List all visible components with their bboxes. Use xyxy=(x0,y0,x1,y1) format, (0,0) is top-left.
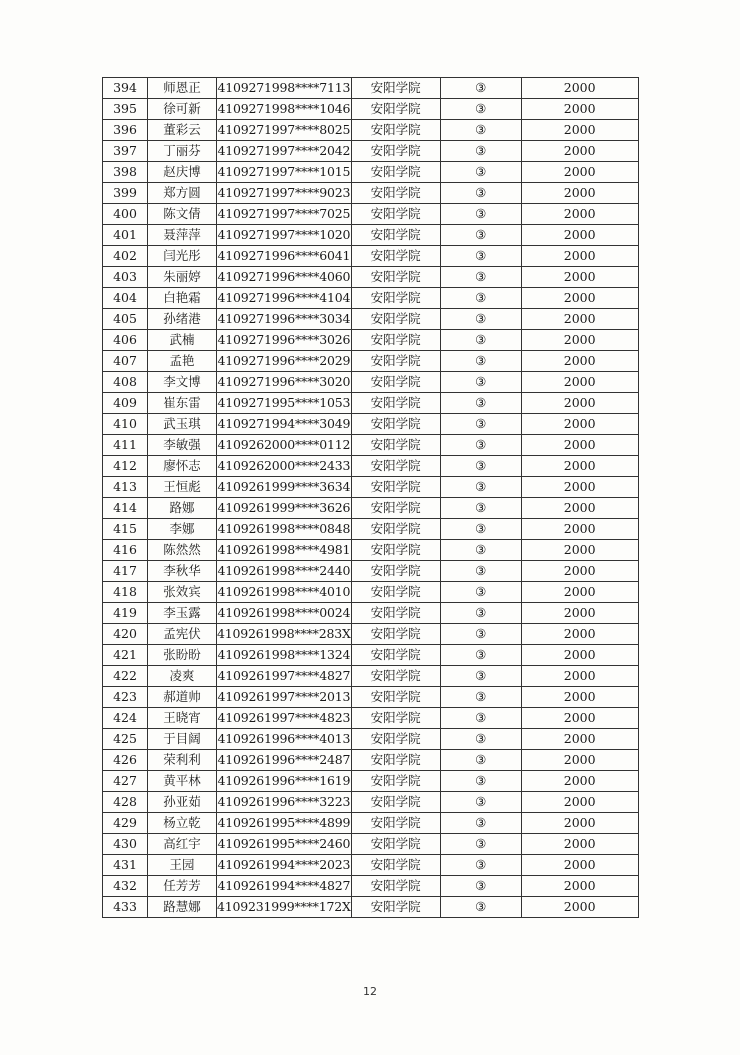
category-mark-cell: ③ xyxy=(440,225,521,246)
row-number-cell: 432 xyxy=(103,876,148,897)
amount-cell: 2000 xyxy=(521,78,638,99)
amount-cell: 2000 xyxy=(521,99,638,120)
amount-cell: 2000 xyxy=(521,750,638,771)
student-name-cell: 郑方圆 xyxy=(148,183,217,204)
amount-cell: 2000 xyxy=(521,456,638,477)
id-number-cell: 4109261998****283X xyxy=(217,624,352,645)
table-row xyxy=(103,855,639,876)
id-number-cell: 4109271996****3034 xyxy=(217,309,352,330)
student-name-cell: 朱丽婷 xyxy=(148,267,217,288)
school-name-cell: 安阳学院 xyxy=(351,519,440,540)
id-number-cell: 4109271997****1020 xyxy=(217,225,352,246)
school-name-cell: 安阳学院 xyxy=(351,225,440,246)
amount-cell: 2000 xyxy=(521,204,638,225)
table-row xyxy=(103,813,639,834)
school-name-cell: 安阳学院 xyxy=(351,141,440,162)
school-name-cell: 安阳学院 xyxy=(351,708,440,729)
table-row xyxy=(103,666,639,687)
category-mark-cell: ③ xyxy=(440,876,521,897)
school-name-cell: 安阳学院 xyxy=(351,372,440,393)
id-number-cell: 4109271997****8025 xyxy=(217,120,352,141)
table-row xyxy=(103,687,639,708)
amount-cell: 2000 xyxy=(521,225,638,246)
student-name-cell: 于目阔 xyxy=(148,729,217,750)
student-name-cell: 董彩云 xyxy=(148,120,217,141)
school-name-cell: 安阳学院 xyxy=(351,267,440,288)
category-mark-cell: ③ xyxy=(440,750,521,771)
row-number-cell: 394 xyxy=(103,78,148,99)
row-number-cell: 407 xyxy=(103,351,148,372)
category-mark-cell: ③ xyxy=(440,771,521,792)
row-number-cell: 427 xyxy=(103,771,148,792)
table-row xyxy=(103,456,639,477)
id-number-cell: 4109261999****3634 xyxy=(217,477,352,498)
amount-cell: 2000 xyxy=(521,393,638,414)
table-row xyxy=(103,120,639,141)
category-mark-cell: ③ xyxy=(440,330,521,351)
row-number-cell: 419 xyxy=(103,603,148,624)
category-mark-cell: ③ xyxy=(440,183,521,204)
id-number-cell: 4109271996****3020 xyxy=(217,372,352,393)
id-number-cell: 4109262000****0112 xyxy=(217,435,352,456)
amount-cell: 2000 xyxy=(521,729,638,750)
amount-cell: 2000 xyxy=(521,645,638,666)
row-number-cell: 398 xyxy=(103,162,148,183)
category-mark-cell: ③ xyxy=(440,246,521,267)
school-name-cell: 安阳学院 xyxy=(351,897,440,918)
school-name-cell: 安阳学院 xyxy=(351,162,440,183)
category-mark-cell: ③ xyxy=(440,603,521,624)
category-mark-cell: ③ xyxy=(440,792,521,813)
amount-cell: 2000 xyxy=(521,540,638,561)
row-number-cell: 399 xyxy=(103,183,148,204)
school-name-cell: 安阳学院 xyxy=(351,855,440,876)
student-name-cell: 王晓宵 xyxy=(148,708,217,729)
table-row xyxy=(103,477,639,498)
row-number-cell: 423 xyxy=(103,687,148,708)
student-name-cell: 路慧娜 xyxy=(148,897,217,918)
table-row xyxy=(103,498,639,519)
category-mark-cell: ③ xyxy=(440,477,521,498)
school-name-cell: 安阳学院 xyxy=(351,624,440,645)
table-row xyxy=(103,561,639,582)
school-name-cell: 安阳学院 xyxy=(351,246,440,267)
row-number-cell: 417 xyxy=(103,561,148,582)
table-row xyxy=(103,582,639,603)
table-row xyxy=(103,393,639,414)
amount-cell: 2000 xyxy=(521,687,638,708)
school-name-cell: 安阳学院 xyxy=(351,876,440,897)
id-number-cell: 4109271996****4060 xyxy=(217,267,352,288)
id-number-cell: 4109261998****4010 xyxy=(217,582,352,603)
table-row xyxy=(103,897,639,918)
category-mark-cell: ③ xyxy=(440,162,521,183)
id-number-cell: 4109261995****4899 xyxy=(217,813,352,834)
table-row xyxy=(103,645,639,666)
category-mark-cell: ③ xyxy=(440,855,521,876)
table-row xyxy=(103,750,639,771)
student-name-cell: 王恒彪 xyxy=(148,477,217,498)
school-name-cell: 安阳学院 xyxy=(351,750,440,771)
row-number-cell: 395 xyxy=(103,99,148,120)
row-number-cell: 416 xyxy=(103,540,148,561)
category-mark-cell: ③ xyxy=(440,393,521,414)
amount-cell: 2000 xyxy=(521,561,638,582)
row-number-cell: 405 xyxy=(103,309,148,330)
table-row xyxy=(103,414,639,435)
school-name-cell: 安阳学院 xyxy=(351,603,440,624)
row-number-cell: 415 xyxy=(103,519,148,540)
id-number-cell: 4109261997****4827 xyxy=(217,666,352,687)
amount-cell: 2000 xyxy=(521,435,638,456)
category-mark-cell: ③ xyxy=(440,435,521,456)
row-number-cell: 403 xyxy=(103,267,148,288)
row-number-cell: 401 xyxy=(103,225,148,246)
category-mark-cell: ③ xyxy=(440,204,521,225)
table-row xyxy=(103,330,639,351)
row-number-cell: 411 xyxy=(103,435,148,456)
amount-cell: 2000 xyxy=(521,834,638,855)
amount-cell: 2000 xyxy=(521,414,638,435)
amount-cell: 2000 xyxy=(521,246,638,267)
school-name-cell: 安阳学院 xyxy=(351,582,440,603)
row-number-cell: 433 xyxy=(103,897,148,918)
id-number-cell: 4109261996****4013 xyxy=(217,729,352,750)
row-number-cell: 425 xyxy=(103,729,148,750)
amount-cell: 2000 xyxy=(521,162,638,183)
table-row xyxy=(103,372,639,393)
school-name-cell: 安阳学院 xyxy=(351,330,440,351)
amount-cell: 2000 xyxy=(521,876,638,897)
table-row xyxy=(103,519,639,540)
table-row xyxy=(103,771,639,792)
student-name-cell: 李敏强 xyxy=(148,435,217,456)
amount-cell: 2000 xyxy=(521,666,638,687)
amount-cell: 2000 xyxy=(521,897,638,918)
table-row xyxy=(103,78,639,99)
school-name-cell: 安阳学院 xyxy=(351,561,440,582)
student-name-cell: 张盼盼 xyxy=(148,645,217,666)
school-name-cell: 安阳学院 xyxy=(351,498,440,519)
row-number-cell: 418 xyxy=(103,582,148,603)
table-row xyxy=(103,99,639,120)
student-name-cell: 武楠 xyxy=(148,330,217,351)
student-name-cell: 孙亚茹 xyxy=(148,792,217,813)
school-name-cell: 安阳学院 xyxy=(351,771,440,792)
table-row xyxy=(103,792,639,813)
category-mark-cell: ③ xyxy=(440,309,521,330)
row-number-cell: 414 xyxy=(103,498,148,519)
table-row xyxy=(103,288,639,309)
amount-cell: 2000 xyxy=(521,603,638,624)
table-row xyxy=(103,351,639,372)
table-row xyxy=(103,267,639,288)
table-row xyxy=(103,162,639,183)
table-row xyxy=(103,708,639,729)
school-name-cell: 安阳学院 xyxy=(351,99,440,120)
student-name-cell: 孟宪伏 xyxy=(148,624,217,645)
category-mark-cell: ③ xyxy=(440,267,521,288)
student-name-cell: 荣利利 xyxy=(148,750,217,771)
amount-cell: 2000 xyxy=(521,519,638,540)
table-row xyxy=(103,309,639,330)
amount-cell: 2000 xyxy=(521,141,638,162)
row-number-cell: 400 xyxy=(103,204,148,225)
id-number-cell: 4109271996****4104 xyxy=(217,288,352,309)
row-number-cell: 421 xyxy=(103,645,148,666)
student-name-cell: 丁丽芬 xyxy=(148,141,217,162)
student-name-cell: 路娜 xyxy=(148,498,217,519)
amount-cell: 2000 xyxy=(521,582,638,603)
id-number-cell: 4109261998****0848 xyxy=(217,519,352,540)
id-number-cell: 4109271996****3026 xyxy=(217,330,352,351)
student-name-cell: 李秋华 xyxy=(148,561,217,582)
school-name-cell: 安阳学院 xyxy=(351,351,440,372)
id-number-cell: 4109271997****2042 xyxy=(217,141,352,162)
amount-cell: 2000 xyxy=(521,120,638,141)
category-mark-cell: ③ xyxy=(440,561,521,582)
row-number-cell: 397 xyxy=(103,141,148,162)
school-name-cell: 安阳学院 xyxy=(351,792,440,813)
student-name-cell: 李文博 xyxy=(148,372,217,393)
school-name-cell: 安阳学院 xyxy=(351,204,440,225)
student-name-cell: 赵庆博 xyxy=(148,162,217,183)
student-name-cell: 闫光彤 xyxy=(148,246,217,267)
row-number-cell: 409 xyxy=(103,393,148,414)
school-name-cell: 安阳学院 xyxy=(351,393,440,414)
school-name-cell: 安阳学院 xyxy=(351,729,440,750)
student-name-cell: 白艳霜 xyxy=(148,288,217,309)
row-number-cell: 431 xyxy=(103,855,148,876)
roster-table xyxy=(102,77,639,918)
category-mark-cell: ③ xyxy=(440,666,521,687)
amount-cell: 2000 xyxy=(521,351,638,372)
amount-cell: 2000 xyxy=(521,624,638,645)
id-number-cell: 4109271998****1046 xyxy=(217,99,352,120)
id-number-cell: 4109261998****1324 xyxy=(217,645,352,666)
student-name-cell: 崔东雷 xyxy=(148,393,217,414)
table-row xyxy=(103,183,639,204)
id-number-cell: 4109261997****2013 xyxy=(217,687,352,708)
row-number-cell: 412 xyxy=(103,456,148,477)
category-mark-cell: ③ xyxy=(440,99,521,120)
table-row xyxy=(103,141,639,162)
roster-body xyxy=(103,78,639,918)
id-number-cell: 4109261995****2460 xyxy=(217,834,352,855)
id-number-cell: 4109261998****2440 xyxy=(217,561,352,582)
id-number-cell: 4109271996****6041 xyxy=(217,246,352,267)
student-name-cell: 高红宇 xyxy=(148,834,217,855)
amount-cell: 2000 xyxy=(521,708,638,729)
category-mark-cell: ③ xyxy=(440,687,521,708)
id-number-cell: 4109261998****4981 xyxy=(217,540,352,561)
amount-cell: 2000 xyxy=(521,372,638,393)
category-mark-cell: ③ xyxy=(440,708,521,729)
amount-cell: 2000 xyxy=(521,183,638,204)
category-mark-cell: ③ xyxy=(440,78,521,99)
student-name-cell: 李娜 xyxy=(148,519,217,540)
category-mark-cell: ③ xyxy=(440,141,521,162)
amount-cell: 2000 xyxy=(521,309,638,330)
school-name-cell: 安阳学院 xyxy=(351,813,440,834)
amount-cell: 2000 xyxy=(521,855,638,876)
table-row xyxy=(103,225,639,246)
category-mark-cell: ③ xyxy=(440,645,521,666)
student-name-cell: 任芳芳 xyxy=(148,876,217,897)
id-number-cell: 4109271997****1015 xyxy=(217,162,352,183)
school-name-cell: 安阳学院 xyxy=(351,456,440,477)
row-number-cell: 426 xyxy=(103,750,148,771)
id-number-cell: 4109262000****2433 xyxy=(217,456,352,477)
school-name-cell: 安阳学院 xyxy=(351,477,440,498)
student-name-cell: 黄平林 xyxy=(148,771,217,792)
amount-cell: 2000 xyxy=(521,288,638,309)
category-mark-cell: ③ xyxy=(440,897,521,918)
row-number-cell: 406 xyxy=(103,330,148,351)
category-mark-cell: ③ xyxy=(440,498,521,519)
student-name-cell: 聂萍萍 xyxy=(148,225,217,246)
amount-cell: 2000 xyxy=(521,771,638,792)
row-number-cell: 413 xyxy=(103,477,148,498)
id-number-cell: 4109261996****1619 xyxy=(217,771,352,792)
category-mark-cell: ③ xyxy=(440,540,521,561)
id-number-cell: 4109271995****1053 xyxy=(217,393,352,414)
school-name-cell: 安阳学院 xyxy=(351,645,440,666)
student-name-cell: 凌爽 xyxy=(148,666,217,687)
row-number-cell: 410 xyxy=(103,414,148,435)
row-number-cell: 424 xyxy=(103,708,148,729)
amount-cell: 2000 xyxy=(521,498,638,519)
student-name-cell: 孟艳 xyxy=(148,351,217,372)
student-name-cell: 师恩正 xyxy=(148,78,217,99)
table-row xyxy=(103,603,639,624)
category-mark-cell: ③ xyxy=(440,624,521,645)
amount-cell: 2000 xyxy=(521,813,638,834)
student-name-cell: 郝道帅 xyxy=(148,687,217,708)
id-number-cell: 4109231999****172X xyxy=(217,897,352,918)
row-number-cell: 420 xyxy=(103,624,148,645)
table-row xyxy=(103,246,639,267)
id-number-cell: 4109271994****3049 xyxy=(217,414,352,435)
amount-cell: 2000 xyxy=(521,267,638,288)
id-number-cell: 4109261998****0024 xyxy=(217,603,352,624)
student-name-cell: 孙绪港 xyxy=(148,309,217,330)
category-mark-cell: ③ xyxy=(440,120,521,141)
row-number-cell: 429 xyxy=(103,813,148,834)
amount-cell: 2000 xyxy=(521,477,638,498)
row-number-cell: 422 xyxy=(103,666,148,687)
student-name-cell: 徐可新 xyxy=(148,99,217,120)
school-name-cell: 安阳学院 xyxy=(351,666,440,687)
row-number-cell: 396 xyxy=(103,120,148,141)
id-number-cell: 4109261999****3626 xyxy=(217,498,352,519)
school-name-cell: 安阳学院 xyxy=(351,540,440,561)
amount-cell: 2000 xyxy=(521,330,638,351)
id-number-cell: 4109261994****2023 xyxy=(217,855,352,876)
category-mark-cell: ③ xyxy=(440,729,521,750)
school-name-cell: 安阳学院 xyxy=(351,120,440,141)
id-number-cell: 4109271996****2029 xyxy=(217,351,352,372)
row-number-cell: 404 xyxy=(103,288,148,309)
school-name-cell: 安阳学院 xyxy=(351,414,440,435)
student-name-cell: 杨立乾 xyxy=(148,813,217,834)
category-mark-cell: ③ xyxy=(440,351,521,372)
category-mark-cell: ③ xyxy=(440,288,521,309)
id-number-cell: 4109261996****2487 xyxy=(217,750,352,771)
category-mark-cell: ③ xyxy=(440,414,521,435)
student-name-cell: 武玉琪 xyxy=(148,414,217,435)
category-mark-cell: ③ xyxy=(440,456,521,477)
table-row xyxy=(103,204,639,225)
school-name-cell: 安阳学院 xyxy=(351,183,440,204)
id-number-cell: 4109261997****4823 xyxy=(217,708,352,729)
row-number-cell: 430 xyxy=(103,834,148,855)
student-name-cell: 陈文倩 xyxy=(148,204,217,225)
student-name-cell: 张效宾 xyxy=(148,582,217,603)
id-number-cell: 4109271997****7025 xyxy=(217,204,352,225)
category-mark-cell: ③ xyxy=(440,813,521,834)
student-name-cell: 陈然然 xyxy=(148,540,217,561)
school-name-cell: 安阳学院 xyxy=(351,78,440,99)
row-number-cell: 402 xyxy=(103,246,148,267)
amount-cell: 2000 xyxy=(521,792,638,813)
school-name-cell: 安阳学院 xyxy=(351,309,440,330)
id-number-cell: 4109261994****4827 xyxy=(217,876,352,897)
category-mark-cell: ③ xyxy=(440,834,521,855)
student-name-cell: 李玉露 xyxy=(148,603,217,624)
row-number-cell: 408 xyxy=(103,372,148,393)
school-name-cell: 安阳学院 xyxy=(351,834,440,855)
table-row xyxy=(103,834,639,855)
table-row xyxy=(103,729,639,750)
table-row xyxy=(103,435,639,456)
school-name-cell: 安阳学院 xyxy=(351,288,440,309)
row-number-cell: 428 xyxy=(103,792,148,813)
table-row xyxy=(103,624,639,645)
student-name-cell: 王园 xyxy=(148,855,217,876)
category-mark-cell: ③ xyxy=(440,582,521,603)
id-number-cell: 4109271998****7113 xyxy=(217,78,352,99)
student-name-cell: 廖怀志 xyxy=(148,456,217,477)
page-number: 12 xyxy=(363,985,377,998)
category-mark-cell: ③ xyxy=(440,372,521,393)
id-number-cell: 4109261996****3223 xyxy=(217,792,352,813)
category-mark-cell: ③ xyxy=(440,519,521,540)
table-row xyxy=(103,540,639,561)
id-number-cell: 4109271997****9023 xyxy=(217,183,352,204)
school-name-cell: 安阳学院 xyxy=(351,435,440,456)
table-row xyxy=(103,876,639,897)
school-name-cell: 安阳学院 xyxy=(351,687,440,708)
